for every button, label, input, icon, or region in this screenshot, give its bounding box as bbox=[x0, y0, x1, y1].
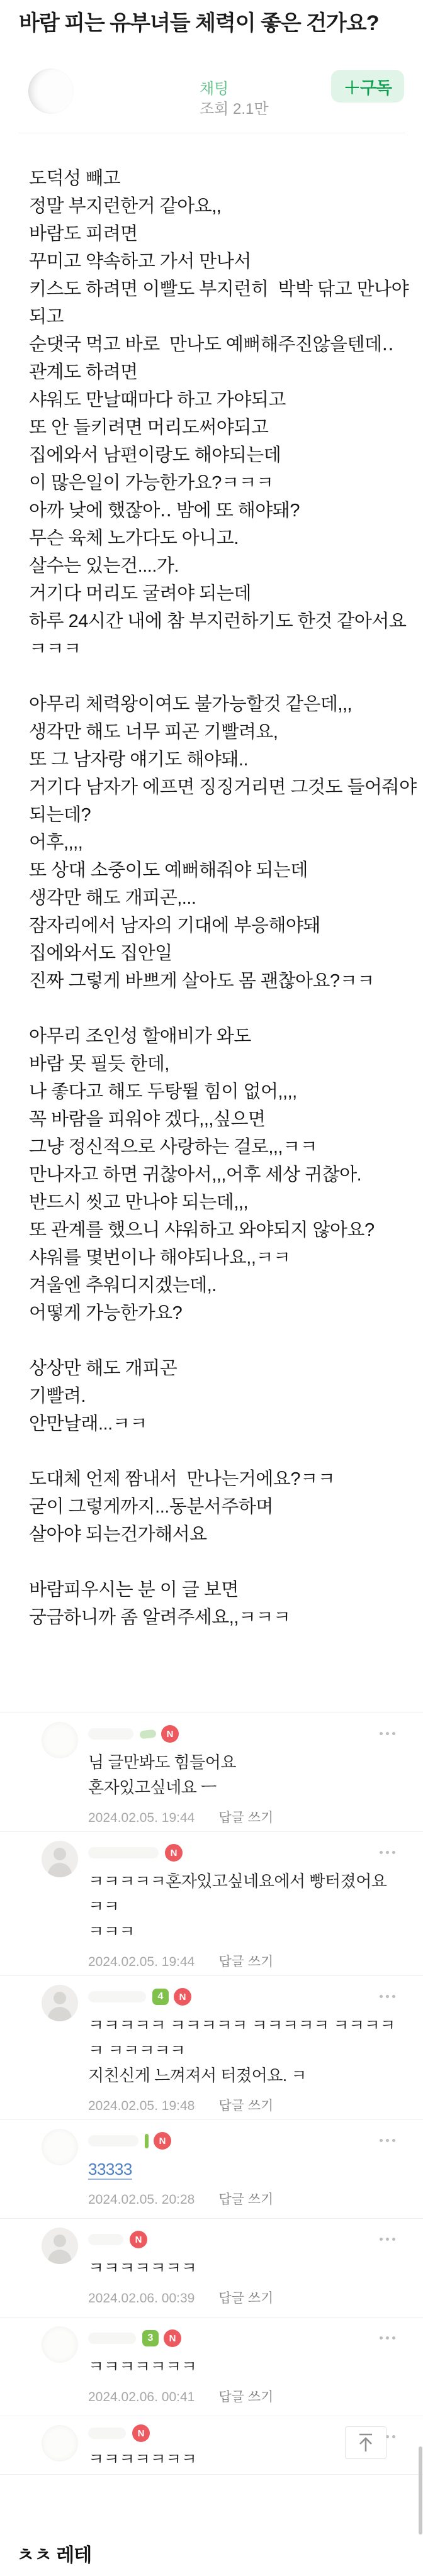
comment-timestamp: 2024.02.05. 20:28 bbox=[88, 2192, 195, 2207]
commenter-name-blurred bbox=[88, 2234, 123, 2245]
new-comment-badge: N bbox=[161, 1725, 179, 1743]
author-avatar[interactable] bbox=[28, 69, 74, 114]
source-watermark: ㅊㅊ 레테 bbox=[16, 2545, 92, 2566]
post-line: 관계도 하려면 bbox=[29, 362, 138, 382]
post-line: 굳이 그렇게까지...동분서주하며 bbox=[29, 1497, 273, 1517]
reply-button[interactable]: 답글 쓰기 bbox=[218, 1955, 274, 1969]
comment-menu-ellipsis-icon[interactable] bbox=[380, 1995, 395, 1998]
comment-menu-ellipsis-icon[interactable] bbox=[380, 1732, 395, 1735]
comment-item bbox=[0, 1831, 423, 1975]
post-line: 아무리 조인성 할애비가 와도 bbox=[29, 1026, 251, 1046]
comment-text bbox=[88, 1868, 405, 1944]
post-line: 어떻게 가능한가요? bbox=[29, 1303, 183, 1323]
comment-meta-row bbox=[88, 2387, 405, 2403]
post-line bbox=[29, 1327, 405, 1355]
new-comment-badge: N bbox=[154, 2132, 171, 2150]
post-line bbox=[29, 1438, 405, 1465]
post-line: 상상만 해도 개피곤 bbox=[29, 1358, 178, 1379]
post-line: 도대체 언제 짬내서 만나는거에요?ㅋㅋ bbox=[29, 1469, 336, 1489]
new-comment-badge: N bbox=[174, 1988, 191, 2006]
comment-text bbox=[88, 2012, 405, 2088]
post-title: 바람 피는 유부녀들 체력이 좋은 건가요? bbox=[19, 11, 379, 35]
comment-line: ㅋㅋㅋㅋㅋ혼자있고싶네요에서 빵터졌어요 ㅋㅋ bbox=[88, 1872, 387, 1916]
comment-meta-row bbox=[88, 2096, 405, 2112]
comment-line: ㅋㅋㅋㅋㅋ ㅋㅋㅋㅋㅋ ㅋㅋㅋㅋㅋ ㅋㅋㅋㅋㅋ ㅋㅋㅋㅋㅋ bbox=[88, 2016, 395, 2060]
comment-menu-ellipsis-icon[interactable] bbox=[380, 2238, 395, 2241]
arrow-up-to-top-icon bbox=[356, 2431, 376, 2454]
commenter-name-row bbox=[88, 1723, 405, 1745]
comment-line: ㅋㅋㅋ bbox=[88, 1922, 135, 1941]
commenter-name-blurred bbox=[88, 1847, 159, 1858]
post-line: 잠자리에서 남자의 기대에 부응해야돼 bbox=[29, 916, 320, 936]
comment-line: 혼자있고싶네요 ㅡ bbox=[88, 1778, 217, 1797]
post-line: 무슨 육체 노가다도 아니고. bbox=[29, 528, 239, 548]
comment-text bbox=[88, 2255, 405, 2280]
post-line: 샤워도 만날때마다 하고 가야되고 bbox=[29, 390, 286, 410]
commenter-name-blurred bbox=[88, 2333, 136, 2344]
post-line: 또 그 남자랑 얘기도 해야돼.. bbox=[29, 750, 248, 770]
commenter-avatar[interactable] bbox=[42, 2425, 78, 2462]
commenter-name-blurred bbox=[88, 2135, 138, 2146]
commenter-name-row bbox=[88, 2328, 405, 2349]
scrollbar[interactable] bbox=[419, 2446, 422, 2534]
subscribe-button[interactable]: ＋구독 bbox=[331, 70, 404, 103]
comment-timestamp: 2024.02.05. 19:44 bbox=[88, 1811, 195, 1825]
post-line: 아무리 체력왕이여도 불가능할것 같은데,,, bbox=[29, 694, 352, 714]
view-count: 조회 2.1만 bbox=[200, 101, 269, 118]
reply-button[interactable]: 답글 쓰기 bbox=[218, 1811, 274, 1825]
post-line: 바람피우시는 분 이 글 보면 bbox=[29, 1580, 239, 1600]
comment-line: 님 글만봐도 힘들어요 bbox=[88, 1753, 236, 1772]
post-line: 살아야 되는건가해서요 bbox=[29, 1524, 207, 1545]
post-line: 되고 bbox=[29, 307, 64, 327]
commenter-avatar[interactable] bbox=[42, 1722, 78, 1758]
comment-item bbox=[0, 1713, 423, 1831]
comment-text bbox=[88, 2157, 405, 2182]
post-line: 이 많은일이 가능한가요?ㅋㅋㅋ bbox=[29, 473, 274, 493]
comment-timestamp: 2024.02.05. 19:44 bbox=[88, 1955, 195, 1969]
comment-timestamp: 2024.02.06. 00:41 bbox=[88, 2390, 195, 2404]
post-line: 그냥 정신적으로 사랑하는 걸로,,,ㅋㅋ bbox=[29, 1137, 318, 1157]
post-body bbox=[29, 165, 417, 1631]
commenter-name-row bbox=[88, 1842, 405, 1863]
post-line: 기빨려. bbox=[29, 1386, 86, 1406]
post-line: 집에와서도 집안일 bbox=[29, 943, 172, 963]
member-rank-icon bbox=[139, 1729, 156, 1739]
commenter-avatar[interactable] bbox=[42, 2129, 78, 2165]
post-line bbox=[29, 1548, 405, 1576]
post-line: 생각만 해도 너무 피곤 기빨려요, bbox=[29, 722, 278, 742]
post-line: 아까 낮에 했잖아‥ 밤에 또 해야돼? bbox=[29, 501, 300, 521]
comment-meta-row bbox=[88, 2189, 405, 2206]
post-line: 진짜 그렇게 바쁘게 살아도 몸 괜찮아요?ㅋㅋ bbox=[29, 971, 375, 991]
comment-link-text[interactable]: 33333 bbox=[88, 2160, 132, 2179]
member-rank-icon bbox=[145, 2134, 149, 2148]
comment-menu-ellipsis-icon[interactable] bbox=[380, 1851, 395, 1854]
commenter-name-blurred bbox=[88, 1728, 133, 1740]
new-comment-badge: N bbox=[130, 2231, 147, 2248]
post-line bbox=[29, 663, 405, 691]
post-line: 또 관계를 했으니 샤워하고 와야되지 않아요? bbox=[29, 1220, 375, 1240]
post-line: 또 안 들키려면 머리도써야되고 bbox=[29, 418, 269, 438]
commenter-avatar[interactable] bbox=[42, 2326, 78, 2363]
member-level-badge: 3 bbox=[142, 2330, 159, 2346]
post-line: 꾸미고 약속하고 가서 만나서 bbox=[29, 252, 251, 272]
comment-line: ㅋㅋㅋㅋㅋㅋㅋ bbox=[88, 2357, 197, 2376]
commenter-name-blurred bbox=[88, 2428, 126, 2439]
post-line: 바람도 피려면 bbox=[29, 224, 138, 244]
comment-meta-row bbox=[88, 1951, 405, 1968]
author-row bbox=[19, 62, 405, 128]
comment-menu-ellipsis-icon[interactable] bbox=[380, 2139, 395, 2142]
commenter-avatar[interactable] bbox=[42, 1841, 78, 1877]
post-line: 꼭 바람을 피워야 겠다,,,싶으면 bbox=[29, 1109, 266, 1130]
post-line: 반드시 씻고 만나야 되는데,,, bbox=[29, 1192, 248, 1213]
comment-item bbox=[0, 1975, 423, 2119]
commenter-avatar[interactable] bbox=[42, 2228, 78, 2264]
reply-button[interactable]: 답글 쓰기 bbox=[218, 2291, 274, 2306]
new-comment-badge: N bbox=[164, 2329, 181, 2347]
commenter-name-row bbox=[88, 2130, 405, 2151]
comment-meta-row bbox=[88, 1807, 405, 1824]
commenter-avatar[interactable] bbox=[42, 1985, 78, 2021]
comment-text bbox=[88, 2354, 405, 2379]
comment-timestamp: 2024.02.06. 00:39 bbox=[88, 2291, 195, 2306]
comment-meta-row bbox=[88, 2288, 405, 2304]
post-line: 정말 부지런한거 같아요,, bbox=[29, 196, 222, 216]
post-line: 바람 못 필듯 한데, bbox=[29, 1054, 169, 1074]
comment-text bbox=[88, 1750, 405, 1800]
post-line: 집에와서 남편이랑도 해야되는데 bbox=[29, 445, 281, 465]
post-line: 살수는 있는건....가. bbox=[29, 556, 179, 576]
post-line: 생각만 해도 개피곤,... bbox=[29, 888, 196, 908]
post-line: 키스도 하려면 이빨도 부지런히 박박 닦고 만나야 bbox=[29, 279, 409, 299]
post-line: 도덕성 빼고 bbox=[29, 169, 121, 189]
comment-timestamp: 2024.02.05. 19:48 bbox=[88, 2099, 195, 2113]
post-line: 어후,,,, bbox=[29, 833, 83, 853]
comment-line: ㅋㅋㅋㅋㅋㅋㅋ bbox=[88, 2450, 197, 2468]
post-line: ㅋㅋㅋ bbox=[29, 639, 81, 659]
new-comment-badge: N bbox=[132, 2424, 150, 2442]
post-line: 나 좋다고 해도 두탕뛸 힘이 없어,,,, bbox=[29, 1082, 297, 1102]
post-line: 하루 24시간 내에 참 부지런하기도 한것 같아서요 bbox=[29, 611, 407, 631]
post-line: 안만날래...ㅋㅋ bbox=[29, 1414, 147, 1434]
post-line: 거기다 남자가 에프면 징징거리면 그것도 들어줘야 bbox=[29, 777, 417, 797]
post-line: 만나자고 하면 귀찮아서,,,어후 세상 귀찮아. bbox=[29, 1165, 362, 1185]
scroll-to-top-button[interactable] bbox=[345, 2426, 386, 2459]
post-line bbox=[29, 995, 405, 1023]
reply-button[interactable]: 답글 쓰기 bbox=[218, 2390, 274, 2404]
member-level-badge: 4 bbox=[152, 1989, 169, 2005]
reply-button[interactable]: 답글 쓰기 bbox=[218, 2192, 274, 2207]
new-comment-badge: N bbox=[165, 1844, 183, 1862]
comment-line: ㅋㅋㅋㅋㅋㅋㅋ bbox=[88, 2258, 197, 2277]
post-line: 또 상대 소중이도 예뻐해줘야 되는데 bbox=[29, 860, 308, 880]
comment-line: 지친신게 느껴져서 터졌어요. ㅋ bbox=[88, 2066, 307, 2085]
comment-item bbox=[0, 2317, 423, 2416]
reply-button[interactable]: 답글 쓰기 bbox=[218, 2099, 274, 2113]
comment-item bbox=[0, 2119, 423, 2218]
post-line: 순댓국 먹고 바로 만나도 예뻐해주진않을텐데‥ bbox=[29, 335, 394, 355]
commenter-name-blurred bbox=[88, 1991, 146, 2002]
post-line: 겨울엔 추워디지겠는데,. bbox=[29, 1275, 217, 1296]
commenter-name-row bbox=[88, 2229, 405, 2250]
chat-link[interactable]: 채팅 bbox=[200, 80, 229, 97]
post-line: 샤워를 몇번이나 해야되나요,,ㅋㅋ bbox=[29, 1248, 291, 1268]
comment-item bbox=[0, 2218, 423, 2317]
post-line: 궁금하니까 좀 알려주세요,,ㅋㅋㅋ bbox=[29, 1607, 291, 1628]
post-header bbox=[0, 0, 423, 133]
comment-list bbox=[0, 1713, 423, 2475]
commenter-name-row bbox=[88, 1986, 405, 2007]
post-line: 거기다 머리도 굴려야 되는데 bbox=[29, 584, 251, 604]
comment-menu-ellipsis-icon[interactable] bbox=[380, 2336, 395, 2340]
post-line: 되는데? bbox=[29, 805, 91, 825]
